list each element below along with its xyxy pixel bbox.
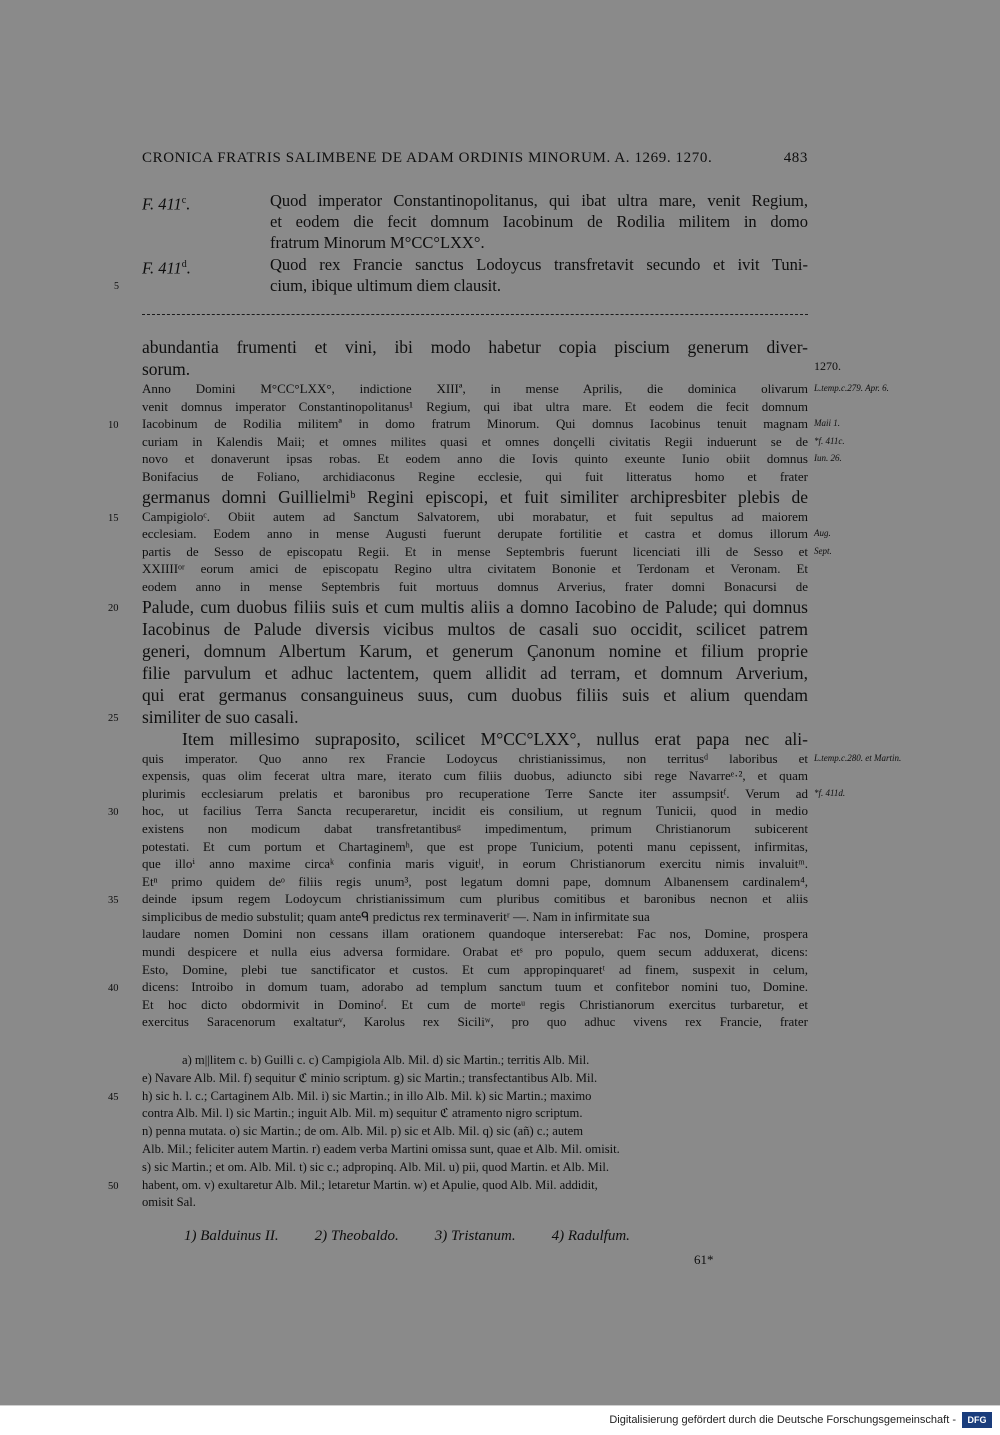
dfg-logo: DFG: [962, 1412, 992, 1428]
line-number: 50: [108, 1180, 119, 1192]
footnote-line: [142, 1070, 808, 1088]
margin-note: Sept.: [814, 545, 832, 556]
index-ref-sup: c: [181, 195, 187, 206]
body-line-text: laudare nomen Domini non cessans illam orationem quandoque interserebat: Fac nos, Domine, prospera: [142, 926, 808, 942]
footnote-text: omisit Sal.: [142, 1195, 196, 1210]
margin-note: L.temp.c.280. et Martin.: [814, 752, 902, 763]
source-notes: [184, 1228, 666, 1245]
body-line-text: quis imperator. Quo anno rex Francie Lodoycus christianissimus, non territusᵈ laboribus et: [142, 750, 808, 766]
main-text: [108, 336, 902, 1031]
body-line-text: Item millesimo supraposito, scilicet M°CC°LXX°, nullus erat papa nec ali-: [182, 728, 808, 749]
margin-note: Iun. 26.: [814, 453, 842, 464]
body-line-text: Anno Domini M°CC°LXX°, indictione XIIIª, in mense Aprilis, die dominica olivarum: [142, 381, 808, 396]
body-line: [142, 925, 808, 943]
body-line: [142, 662, 808, 684]
footnote-text: contra Alb. Mil. l) sic Martin.; inguit Alb. Mil. m) sequitur ℭ atramento nigro scriptum.: [142, 1106, 583, 1121]
index-line: et eodem die fecit domnum Iacobinum de Rodilia militem in domo: [270, 212, 808, 231]
body-line-text: exercitus Saracenorum exaltaturᵛ, Karolus rex Siciliʷ, pro quo adhuc vivens rex Francie, frater: [142, 1014, 808, 1030]
body-line: [142, 996, 808, 1014]
body-line: [142, 1013, 808, 1031]
body-line-text: Iacobinus de Palude diversis vicibus multos de casali suo occidit, scilicet patrem: [142, 618, 808, 639]
body-line-text: eodem anno in mense Septembris fuit mortuus domnus Arverius, frater domni Bonacursi de: [142, 578, 808, 594]
line-number: 35: [108, 895, 119, 907]
body-line: [142, 750, 902, 768]
body-line: [142, 398, 808, 416]
footnote-line: [142, 1123, 808, 1141]
body-line-text: ecclesiam. Eodem anno in mense Augusti fuerunt derupate fortilitie et castra et domus illorum: [142, 526, 808, 542]
line-number: 40: [108, 983, 119, 995]
margin-note: Maii 1.: [814, 418, 840, 429]
body-line: [142, 433, 845, 451]
footnote-line: [142, 1194, 808, 1212]
body-line-text: sorum.: [142, 359, 191, 379]
index-entry: [114, 254, 808, 296]
body-line-text: potestati. Et cum portum et Chartaginemʰ, que est prope Tunicium, potenti manu cepissent, infirmitas,: [142, 838, 808, 854]
body-line: [142, 640, 808, 662]
line-number: 25: [108, 712, 119, 724]
body-line-text: Esto, Domine, plebi tue sanctificator et custos. Et cum appropinquaretᵗ ad finem, suspexit in celum,: [142, 961, 808, 977]
body-line-text: similiter de suo casali.: [142, 706, 299, 727]
body-line: [108, 978, 808, 996]
margin-note: Aug.: [814, 528, 831, 539]
body-line: [142, 873, 808, 891]
body-line-text: abundantia frumenti et vini, ibi modo habetur copia piscium generum diver-: [142, 337, 808, 357]
index-line: cium, ibique ultimum diem clausit.: [270, 276, 501, 295]
footnote-text: Alb. Mil.; feliciter autem Martin. r) eadem verba Martini omissa sunt, quae et Alb. Mil. omisit.: [142, 1141, 620, 1156]
index-line: Quod imperator Constantinopolitanus, qui ibat ultra mare, venit Regium,: [270, 191, 808, 210]
body-line: [142, 855, 808, 873]
body-line-text: filie parvulum et adhuc lactentem, quem allidit ad terram, et domnum Arverium,: [142, 662, 808, 683]
body-line-text: expensis, quas olim fecerat ultra mare, iterato cum filiis duobus, adiuncto sibi rege Navarreᵉ·², et quam: [142, 768, 808, 784]
body-line-text: Et hoc dicto obdormivit in Dominoᶠ. Et cum de morteᵘ regis Christianorum exercitus turbaretur, et: [142, 996, 808, 1012]
body-line-text: novo et donaverunt ipsas robas. Et eodem anno die Iovis quinto exeunte Iunio obiit domnus: [142, 451, 808, 467]
footnote-line: [142, 1052, 808, 1070]
source-note: 2) Theobaldo.: [314, 1228, 399, 1244]
body-line-text: Etⁿ primo quidem deᵒ filiis regis unum³, post legatum domni pape, domnum Albanensem cardinalem⁴,: [142, 873, 808, 889]
body-line: [108, 802, 808, 820]
index-ref: F. 411$^d$.: [142, 258, 191, 278]
footnote-text: e) Navare Alb. Mil. f) sequitur ℭ minio scriptum. g) sic Martin.; transfectantibus Alb. Mil.: [142, 1070, 598, 1085]
chapter-index: [114, 190, 808, 297]
body-line-text: que illoⁱ anno maxime circaᵏ confinia maris viguitˡ, in eorum Christianorum exercitu nimis invaluitᵐ.: [142, 856, 808, 872]
body-line-text: venit domnus imperator Constantinopolitanus¹ Regium, qui ibat ultra mare. Et eodem die fecit domnum: [142, 398, 808, 414]
body-line-text: XXIIIIᵒʳ eorum amici de episcopatu Regino ultra civitatem Bononie et Terdonam et Veronam. Et: [142, 561, 808, 577]
body-line: [142, 486, 808, 508]
line-number: 10: [108, 420, 119, 432]
body-line: [142, 684, 808, 706]
footnote-line: [142, 1141, 808, 1159]
margin-note: *f. 411d.: [814, 787, 846, 798]
footnote-line: [108, 1177, 808, 1195]
body-line: [142, 908, 808, 926]
index-entry: [142, 190, 808, 253]
running-title: CRONICA FRATRIS SALIMBENE DE ADAM ORDINIS MINORUM. A. 1269. 1270.: [142, 150, 713, 166]
body-line: [142, 618, 808, 640]
body-line-text: Palude, cum duobus filiis suis et cum multis aliis a domno Iacobino de Palude; qui domnus: [142, 596, 808, 617]
body-line: [108, 890, 808, 908]
body-line: [142, 838, 808, 856]
line-number: 20: [108, 602, 119, 614]
body-line-text: dicens: Introibo in domum tuam, adorabo ad templum sanctum tuum et confitebor nomini tuo, Domine.: [142, 979, 808, 995]
running-head: [142, 150, 808, 167]
body-line: [108, 508, 808, 526]
line-number: 15: [108, 512, 119, 524]
footnote-line: [108, 1088, 808, 1106]
body-line: [108, 415, 840, 433]
body-line: [142, 767, 808, 785]
body-line-text: curiam in Kalendis Maii; et omnes milites quasi et omnes donçelli civitatis Regii induerunt se de: [142, 433, 808, 449]
body-line-text: plurimis ecclesiarum prelatis et baronibus pro recuperatione Terre Sancte iter assumpsitᶠ. Verum ad: [142, 785, 808, 801]
body-line-text: Iacobinum de Rodilia militemª in domo fratrum Minorum. Qui domnus Iacobinus tenuit magnam: [142, 416, 808, 432]
body-line: [142, 961, 808, 979]
body-line: [142, 358, 841, 380]
body-line: [108, 596, 808, 618]
footnotes: [108, 1052, 808, 1212]
margin-note: 1270.: [814, 359, 841, 373]
index-line: Quod rex Francie sanctus Lodoycus transfretavit secundo et ivit Tuni-: [270, 255, 808, 274]
margin-note: L.temp.c.279. Apr. 6.: [814, 383, 889, 393]
body-line: [142, 943, 808, 961]
body-line-text: hoc, ut facilius Terra Sancta recuperaretur, incidit eis consilium, ut regnum Tunicii, quod in medio: [142, 803, 808, 819]
body-line-text: existens non modicum dabat transfretantibusᵍ impedimentum, primum Christianorum subicerent: [142, 820, 808, 836]
body-line-text: partis de Sesso de episcopatu Regii. Et in mense Septembris fuerunt licenciati illi de Sesso et: [142, 543, 808, 559]
body-line: [142, 728, 808, 750]
source-note: 3) Tristanum.: [434, 1228, 516, 1244]
footnote-text: s) sic Martin.; et om. Alb. Mil. t) sic c.; adpropinq. Alb. Mil. u) pii, quod Martin. et Alb. Mil.: [142, 1159, 609, 1174]
body-line: [142, 785, 846, 803]
body-line: [142, 820, 808, 838]
footnote-text: a) m||litem c. b) Guilli c. c) Campigiola Alb. Mil. d) sic Martin.; territis Alb. Mil.: [182, 1053, 590, 1067]
body-line: [142, 468, 808, 486]
page-number: 483: [783, 150, 808, 166]
index-ref-sup: d: [181, 259, 187, 270]
body-line: [142, 578, 808, 596]
body-line: [108, 706, 808, 728]
body-line: [142, 560, 808, 578]
body-line-text: deinde ipsum regem Lodoycum christianissimum cum pluribus comitibus et baronibus necnon et aliis: [142, 891, 808, 907]
footnote-text: n) penna mutata. o) sic Martin.; de om. Alb. Mil. p) sic et Alb. Mil. q) sic (añ) c.; autem: [142, 1124, 584, 1139]
line-number: 30: [108, 807, 119, 819]
body-line-text: simplicibus de medio substulit; quam anteᑫ predictus rex terminaveritʳ —. Nam in infirmitate sua: [142, 908, 650, 924]
line-number: 45: [108, 1091, 119, 1103]
footer-text: Digitalisierung gefördert durch die Deutsche Forschungsgemeinschaft -: [609, 1414, 956, 1426]
body-line-text: Campigioloᶜ. Obiit autem ad Sanctum Salvatorem, ubi morabatur, et fuit sepultus ad maiorem: [142, 508, 808, 524]
line-number: 5: [114, 281, 119, 292]
index-line: fratrum Minorum M°CC°LXX°.: [270, 233, 485, 252]
margin-note: *f. 411c.: [814, 435, 845, 446]
body-line: [142, 336, 808, 358]
body-line-text: Bonifacius de Foliano, archidiaconus Regine ecclesie, qui fuit litteratus homo et frater: [142, 468, 808, 484]
footnote-text: h) sic h. l. c.; Cartaginem Alb. Mil. i) sic Martin.; in illo Alb. Mil. k) sic Martin.; maximo: [142, 1088, 592, 1103]
body-line: [142, 525, 831, 543]
footer-bar: [0, 1405, 1000, 1435]
body-line-text: mundi despicere et nulla eius adversa formidare. Orabat etˢ pro populo, quem secum adduxerat, dicens:: [142, 944, 808, 960]
source-note: 1) Balduinus II.: [184, 1228, 279, 1244]
footnote-line: [142, 1105, 808, 1123]
signature-mark: 61*: [694, 1252, 714, 1267]
body-line-text: germanus domni Guillielmiᵇ Regini episcopi, et fuit similiter archipresbiter plebis de: [142, 486, 808, 507]
body-line-text: generi, domnum Albertum Karum, et generum Çanonum nomine et filium proprie: [142, 640, 808, 661]
source-note: 4) Radulfum.: [551, 1228, 630, 1244]
body-line-text: qui erat germanus consanguineus suus, cum duobus filiis suis et alium quendam: [142, 684, 808, 705]
footnote-line: [142, 1159, 808, 1177]
separator-rule: [142, 314, 808, 315]
body-line: [142, 543, 832, 561]
index-ref: F. 411$^c$.: [142, 194, 191, 214]
footnote-text: habent, om. v) exultaretur Alb. Mil.; letaretur Martin. w) et Apulie, quod Alb. Mil. addidit,: [142, 1177, 598, 1192]
body-line: [142, 450, 842, 468]
body-line: [142, 380, 889, 398]
